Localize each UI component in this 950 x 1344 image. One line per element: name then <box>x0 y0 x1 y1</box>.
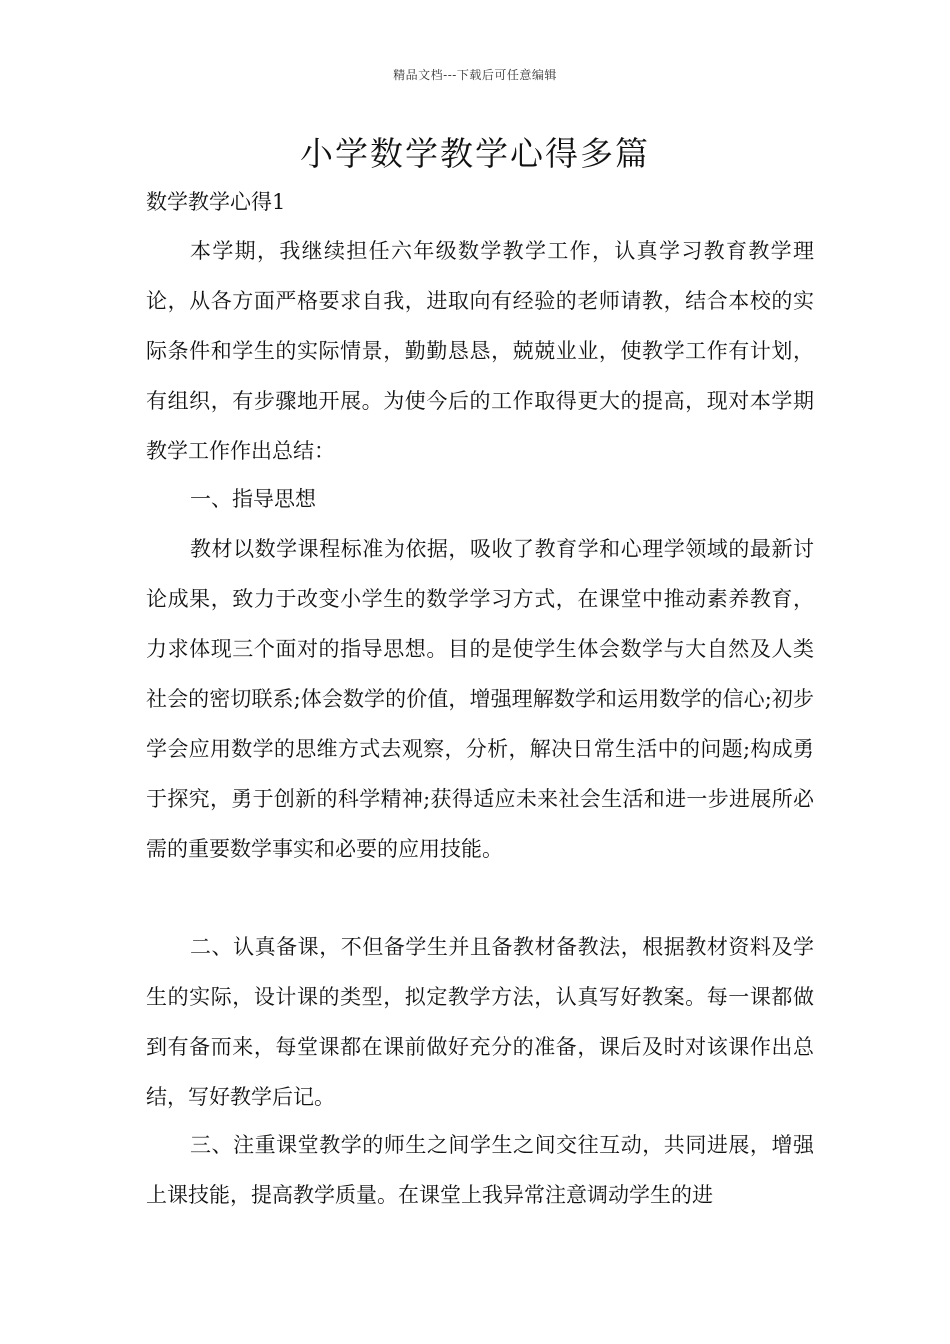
section-label: 数学教学心得1 <box>146 190 286 214</box>
document-title: 小学数学教学心得多篇 <box>300 134 650 173</box>
paragraph-guiding-thought: 教材以数学课程标准为依据，吸收了教育学和心理学领域的最新讨论成果，致力于改变小学生的数学学习方式，在课堂中推动素养教育，力求体现三个面对的指导思想。目的是使学生体会数学与大自然及人类社会的密切联系;体会数学的价值，增强理解数学和运用数学的信心;初步学会应用数学的思维方式去观察，分析，解决日常生活中的问题;构成勇于探究，勇于创新的科学精神;获得适应未来社会生活和进一步进展所必需的重要数学事实和必要的应用技能。 <box>146 537 814 861</box>
heading-guiding-thought: 一、指导思想 <box>190 487 316 511</box>
paragraph-lesson-prep: 二、认真备课，不但备学生并且备教材备教法，根据教材资料及学生的实际，设计课的类型，拟定教学方法，认真写好教案。每一课都做到有备而来，每堂课都在课前做好充分的准备，课后及时对该课作出总结，写好教学后记。 <box>146 935 814 1109</box>
paragraph-intro: 本学期，我继续担任六年级数学教学工作，认真学习教育教学理论，从各方面严格要求自我，进取向有经验的老师请教，结合本校的实际条件和学生的实际情景，勤勤恳恳，兢兢业业，使教学工作有计划，有组织，有步骤地开展。为使今后的工作取得更大的提高，现对本学期教学工作作出总结： <box>146 239 814 463</box>
header-note: 精品文档---下载后可任意编辑 <box>393 68 557 82</box>
paragraph-classroom-teaching: 三、注重课堂教学的师生之间学生之间交往互动，共同进展，增强上课技能，提高教学质量。在课堂上我异常注意调动学生的进 <box>146 1133 814 1207</box>
